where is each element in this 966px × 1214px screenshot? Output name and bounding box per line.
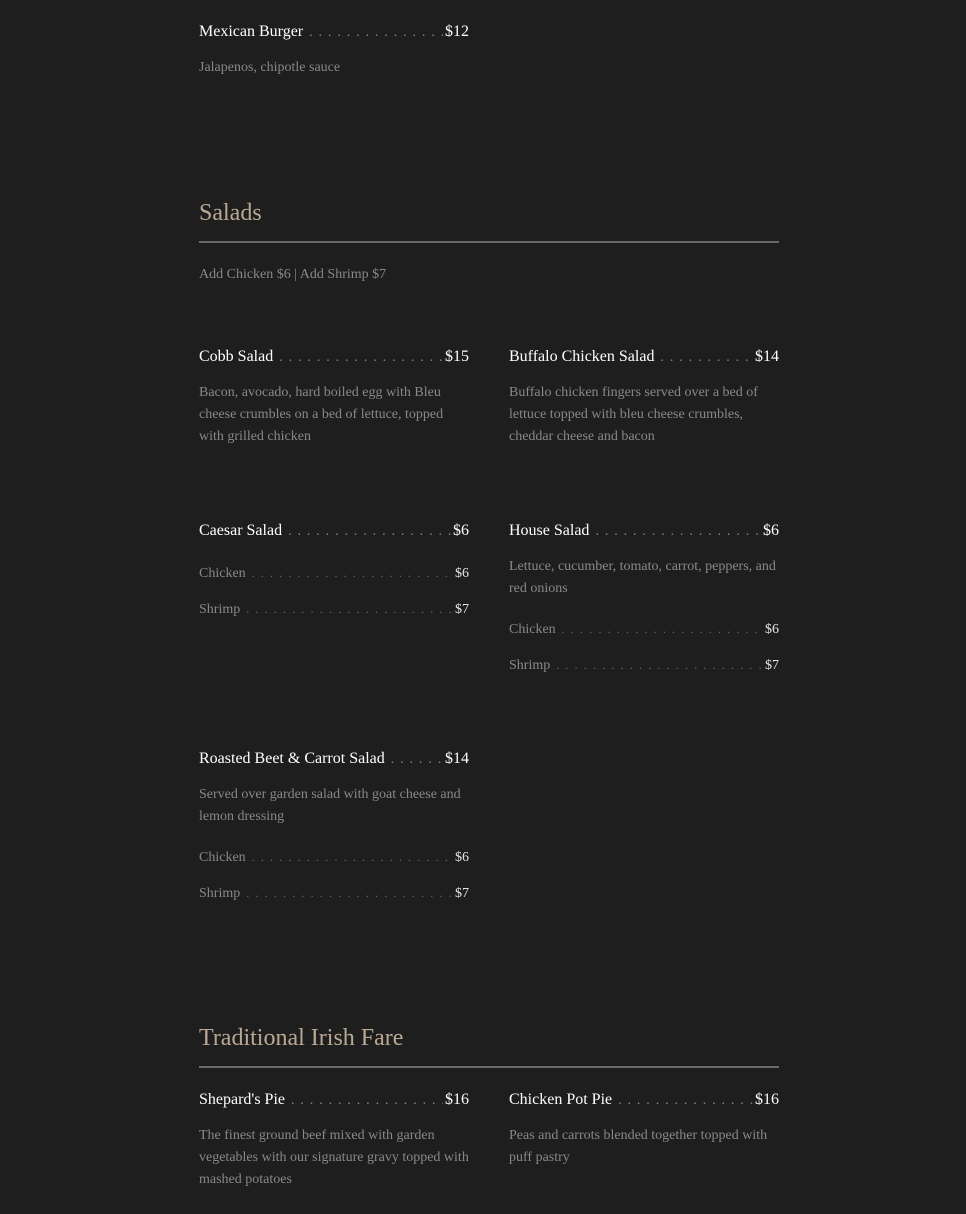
item-price: $14	[755, 348, 779, 365]
addon-chicken	[509, 620, 779, 639]
menu-item-buffalo-chicken-salad	[509, 347, 779, 368]
menu-item-house-salad	[509, 521, 779, 542]
addon-name: Shrimp	[199, 602, 241, 617]
menu-item-mexican-burger	[199, 22, 469, 43]
dot-leader	[279, 348, 443, 368]
menu-item-chicken-pot-pie	[509, 1090, 779, 1111]
section-title-traditional-irish-fare: Traditional Irish Fare	[199, 1025, 404, 1051]
item-description: Served over garden salad with goat cheese and lemon dressing	[199, 787, 461, 824]
dot-leader	[246, 884, 451, 902]
addon-shrimp	[199, 884, 469, 903]
dot-leader	[291, 1091, 443, 1111]
addon-price: $7	[455, 602, 469, 617]
item-price: $14	[445, 750, 469, 767]
item-description: Buffalo chicken fingers served over a bed of lettuce topped with bleu cheese crumbles, cheddar cheese and bacon	[509, 385, 758, 444]
item-price: $16	[755, 1091, 779, 1108]
item-name: House Salad	[509, 522, 590, 539]
item-description: Peas and carrots blended together topped with puff pastry	[509, 1128, 768, 1165]
addon-price: $7	[455, 886, 469, 901]
addon-price: $6	[455, 566, 469, 581]
item-price: $6	[453, 522, 469, 539]
dot-leader	[660, 348, 753, 368]
addon-price: $6	[765, 622, 779, 637]
item-description: Jalapenos, chipotle sauce	[199, 60, 341, 75]
addon-name: Chicken	[199, 566, 246, 581]
item-price: $6	[763, 522, 779, 539]
dot-leader	[309, 23, 443, 43]
addon-name: Shrimp	[509, 658, 551, 673]
item-description: Bacon, avocado, hard boiled egg with Bleu cheese crumbles on a bed of lettuce, topped with grilled chicken	[199, 385, 444, 444]
section-divider	[199, 241, 779, 243]
item-name: Roasted Beet & Carrot Salad	[199, 750, 385, 767]
addon-name: Chicken	[199, 850, 246, 865]
section-title-salads: Salads	[199, 200, 262, 226]
item-name: Cobb Salad	[199, 348, 274, 365]
dot-leader	[288, 522, 451, 542]
item-description: The finest ground beef mixed with garden vegetables with our signature gravy topped with mashed potatoes	[199, 1128, 469, 1187]
addon-shrimp	[199, 600, 469, 619]
dot-leader	[252, 848, 451, 866]
addon-chicken	[199, 848, 469, 867]
menu-item-caesar-salad	[199, 521, 469, 542]
menu-item-cobb-salad	[199, 347, 469, 368]
dot-leader	[618, 1091, 753, 1111]
addon-chicken	[199, 564, 469, 583]
dot-leader	[562, 620, 761, 638]
menu-item-roasted-beet-carrot-salad	[199, 749, 469, 770]
item-name: Buffalo Chicken Salad	[509, 348, 655, 365]
item-name: Shepard's Pie	[199, 1091, 285, 1108]
item-price: $12	[445, 23, 469, 40]
dot-leader	[252, 564, 451, 582]
dot-leader	[556, 656, 761, 674]
item-price: $16	[445, 1091, 469, 1108]
dot-leader	[595, 522, 761, 542]
dot-leader	[391, 750, 443, 770]
item-price: $15	[445, 348, 469, 365]
addon-name: Chicken	[509, 622, 556, 637]
item-name: Caesar Salad	[199, 522, 283, 539]
addon-name: Shrimp	[199, 886, 241, 901]
addon-shrimp	[509, 656, 779, 675]
addon-price: $7	[765, 658, 779, 673]
addon-price: $6	[455, 850, 469, 865]
section-divider	[199, 1066, 779, 1068]
item-description: Lettuce, cucumber, tomato, carrot, peppers, and red onions	[509, 559, 776, 596]
section-note: Add Chicken $6 | Add Shrimp $7	[199, 267, 387, 282]
dot-leader	[246, 600, 451, 618]
menu-item-shepards-pie	[199, 1090, 469, 1111]
item-name: Mexican Burger	[199, 23, 304, 40]
item-name: Chicken Pot Pie	[509, 1091, 613, 1108]
